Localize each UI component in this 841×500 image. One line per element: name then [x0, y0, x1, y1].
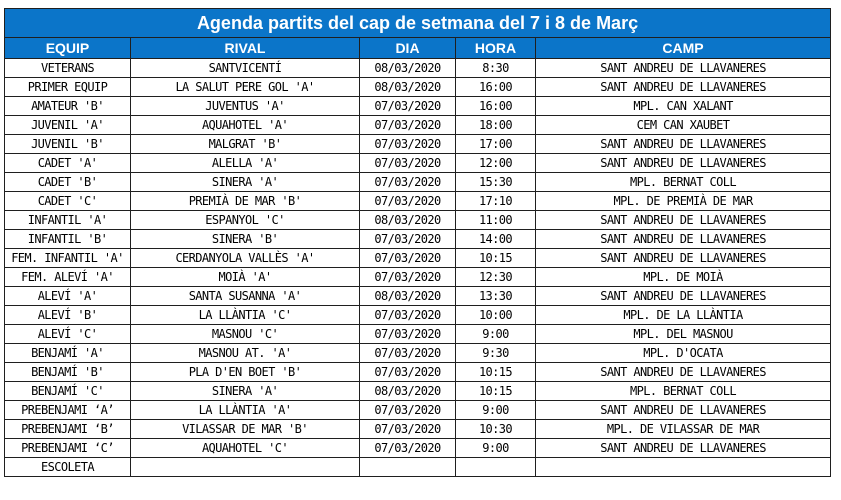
column-header-camp: CAMP: [536, 38, 831, 59]
time-cell: 11:00: [456, 211, 536, 230]
time-cell: 9:00: [456, 439, 536, 458]
time-cell: 9:00: [456, 325, 536, 344]
match-agenda-sheet: [4, 8, 830, 477]
date-cell: 08/03/2020: [360, 78, 456, 97]
table-row: [5, 382, 831, 401]
time-cell: 17:00: [456, 135, 536, 154]
rival-cell: VILASSAR DE MAR 'B': [131, 420, 360, 439]
table-row: [5, 325, 831, 344]
table-row: [5, 97, 831, 116]
venue-cell: SANT ANDREU DE LLAVANERES: [536, 230, 831, 249]
time-cell: 9:30: [456, 344, 536, 363]
table-row: [5, 135, 831, 154]
date-cell: 07/03/2020: [360, 116, 456, 135]
venue-cell: SANT ANDREU DE LLAVANERES: [536, 287, 831, 306]
date-cell: 07/03/2020: [360, 306, 456, 325]
date-cell: 07/03/2020: [360, 230, 456, 249]
venue-cell: SANT ANDREU DE LLAVANERES: [536, 401, 831, 420]
venue-cell: SANT ANDREU DE LLAVANERES: [536, 211, 831, 230]
time-cell: 12:30: [456, 268, 536, 287]
time-cell: 10:30: [456, 420, 536, 439]
rival-cell: MOIÀ 'A': [131, 268, 360, 287]
rival-cell: AQUAHOTEL 'C': [131, 439, 360, 458]
venue-cell: MPL. DE VILASSAR DE MAR: [536, 420, 831, 439]
column-header-dia: DIA: [360, 38, 456, 59]
table-row: [5, 154, 831, 173]
date-cell: 07/03/2020: [360, 268, 456, 287]
date-cell: 08/03/2020: [360, 211, 456, 230]
venue-cell: MPL. BERNAT COLL: [536, 382, 831, 401]
agenda-body: [5, 59, 831, 477]
rival-cell: [131, 458, 360, 477]
venue-cell: SANT ANDREU DE LLAVANERES: [536, 78, 831, 97]
venue-cell: MPL. DE PREMIÀ DE MAR: [536, 192, 831, 211]
match-agenda-table: [4, 8, 831, 477]
rival-cell: PREMIÀ DE MAR 'B': [131, 192, 360, 211]
venue-cell: SANT ANDREU DE LLAVANERES: [536, 363, 831, 382]
team-cell: CADET 'C': [5, 192, 131, 211]
column-header-rival: RIVAL: [131, 38, 360, 59]
date-cell: 07/03/2020: [360, 97, 456, 116]
team-cell: ESCOLETA: [5, 458, 131, 477]
date-cell: 08/03/2020: [360, 287, 456, 306]
column-header-hora: HORA: [456, 38, 536, 59]
table-row: [5, 173, 831, 192]
time-cell: 8:30: [456, 59, 536, 78]
table-row: [5, 287, 831, 306]
table-row: [5, 59, 831, 78]
time-cell: 16:00: [456, 78, 536, 97]
team-cell: INFANTIL 'A': [5, 211, 131, 230]
table-row: [5, 458, 831, 477]
date-cell: 07/03/2020: [360, 173, 456, 192]
rival-cell: MALGRAT 'B': [131, 135, 360, 154]
time-cell: 10:15: [456, 363, 536, 382]
date-cell: 07/03/2020: [360, 135, 456, 154]
table-row: [5, 363, 831, 382]
team-cell: ALEVÍ 'C': [5, 325, 131, 344]
team-cell: BENJAMÍ 'C': [5, 382, 131, 401]
team-cell: FEM. INFANTIL 'A': [5, 249, 131, 268]
table-row: [5, 211, 831, 230]
venue-cell: MPL. D'OCATA: [536, 344, 831, 363]
team-cell: VETERANS: [5, 59, 131, 78]
venue-cell: SANT ANDREU DE LLAVANERES: [536, 249, 831, 268]
time-cell: 10:15: [456, 382, 536, 401]
time-cell: 17:10: [456, 192, 536, 211]
rival-cell: PLA D'EN BOET 'B': [131, 363, 360, 382]
rival-cell: LA LLÀNTIA 'C': [131, 306, 360, 325]
date-cell: 07/03/2020: [360, 344, 456, 363]
time-cell: 15:30: [456, 173, 536, 192]
venue-cell: SANT ANDREU DE LLAVANERES: [536, 135, 831, 154]
date-cell: 07/03/2020: [360, 154, 456, 173]
table-row: [5, 344, 831, 363]
team-cell: BENJAMÍ 'A': [5, 344, 131, 363]
team-cell: CADET 'B': [5, 173, 131, 192]
date-cell: 08/03/2020: [360, 59, 456, 78]
time-cell: 10:00: [456, 306, 536, 325]
rival-cell: SANTVICENTÍ: [131, 59, 360, 78]
team-cell: FEM. ALEVÍ 'A': [5, 268, 131, 287]
date-cell: 07/03/2020: [360, 420, 456, 439]
column-header-row: [5, 38, 831, 59]
date-cell: [360, 458, 456, 477]
venue-cell: CEM CAN XAUBET: [536, 116, 831, 135]
team-cell: PREBENJAMI ‘A’: [5, 401, 131, 420]
table-row: [5, 116, 831, 135]
rival-cell: ESPANYOL 'C': [131, 211, 360, 230]
table-row: [5, 439, 831, 458]
date-cell: 07/03/2020: [360, 192, 456, 211]
rival-cell: JUVENTUS 'A': [131, 97, 360, 116]
venue-cell: MPL. CAN XALANT: [536, 97, 831, 116]
venue-cell: SANT ANDREU DE LLAVANERES: [536, 439, 831, 458]
time-cell: [456, 458, 536, 477]
agenda-title: Agenda partits del cap de setmana del 7 i 8 de Març: [5, 9, 831, 38]
rival-cell: AQUAHOTEL 'A': [131, 116, 360, 135]
venue-cell: SANT ANDREU DE LLAVANERES: [536, 59, 831, 78]
time-cell: 14:00: [456, 230, 536, 249]
time-cell: 16:00: [456, 97, 536, 116]
team-cell: INFANTIL 'B': [5, 230, 131, 249]
rival-cell: ALELLA 'A': [131, 154, 360, 173]
team-cell: PREBENJAMI ‘B’: [5, 420, 131, 439]
time-cell: 18:00: [456, 116, 536, 135]
time-cell: 12:00: [456, 154, 536, 173]
title-row: [5, 9, 831, 38]
rival-cell: SINERA 'A': [131, 382, 360, 401]
date-cell: 08/03/2020: [360, 382, 456, 401]
team-cell: BENJAMÍ 'B': [5, 363, 131, 382]
team-cell: CADET 'A': [5, 154, 131, 173]
rival-cell: LA LLÀNTIA 'A': [131, 401, 360, 420]
rival-cell: MASNOU AT. 'A': [131, 344, 360, 363]
table-row: [5, 268, 831, 287]
venue-cell: MPL. DE LA LLÀNTIA: [536, 306, 831, 325]
table-row: [5, 78, 831, 97]
table-row: [5, 230, 831, 249]
venue-cell: [536, 458, 831, 477]
rival-cell: MASNOU 'C': [131, 325, 360, 344]
team-cell: JUVENIL 'B': [5, 135, 131, 154]
team-cell: JUVENIL 'A': [5, 116, 131, 135]
table-row: [5, 306, 831, 325]
rival-cell: LA SALUT PERE GOL 'A': [131, 78, 360, 97]
venue-cell: MPL. DEL MASNOU: [536, 325, 831, 344]
column-header-equip: EQUIP: [5, 38, 131, 59]
venue-cell: MPL. DE MOIÀ: [536, 268, 831, 287]
date-cell: 07/03/2020: [360, 439, 456, 458]
rival-cell: SINERA 'B': [131, 230, 360, 249]
venue-cell: MPL. BERNAT COLL: [536, 173, 831, 192]
date-cell: 07/03/2020: [360, 401, 456, 420]
rival-cell: CERDANYOLA VALLÈS 'A': [131, 249, 360, 268]
rival-cell: SANTA SUSANNA 'A': [131, 287, 360, 306]
rival-cell: SINERA 'A': [131, 173, 360, 192]
time-cell: 13:30: [456, 287, 536, 306]
team-cell: AMATEUR 'B': [5, 97, 131, 116]
table-row: [5, 249, 831, 268]
team-cell: PRIMER EQUIP: [5, 78, 131, 97]
date-cell: 07/03/2020: [360, 325, 456, 344]
date-cell: 07/03/2020: [360, 363, 456, 382]
team-cell: ALEVÍ 'B': [5, 306, 131, 325]
team-cell: ALEVÍ 'A': [5, 287, 131, 306]
venue-cell: SANT ANDREU DE LLAVANERES: [536, 154, 831, 173]
table-row: [5, 401, 831, 420]
time-cell: 9:00: [456, 401, 536, 420]
time-cell: 10:15: [456, 249, 536, 268]
table-row: [5, 192, 831, 211]
team-cell: PREBENJAMI ‘C’: [5, 439, 131, 458]
table-row: [5, 420, 831, 439]
date-cell: 07/03/2020: [360, 249, 456, 268]
